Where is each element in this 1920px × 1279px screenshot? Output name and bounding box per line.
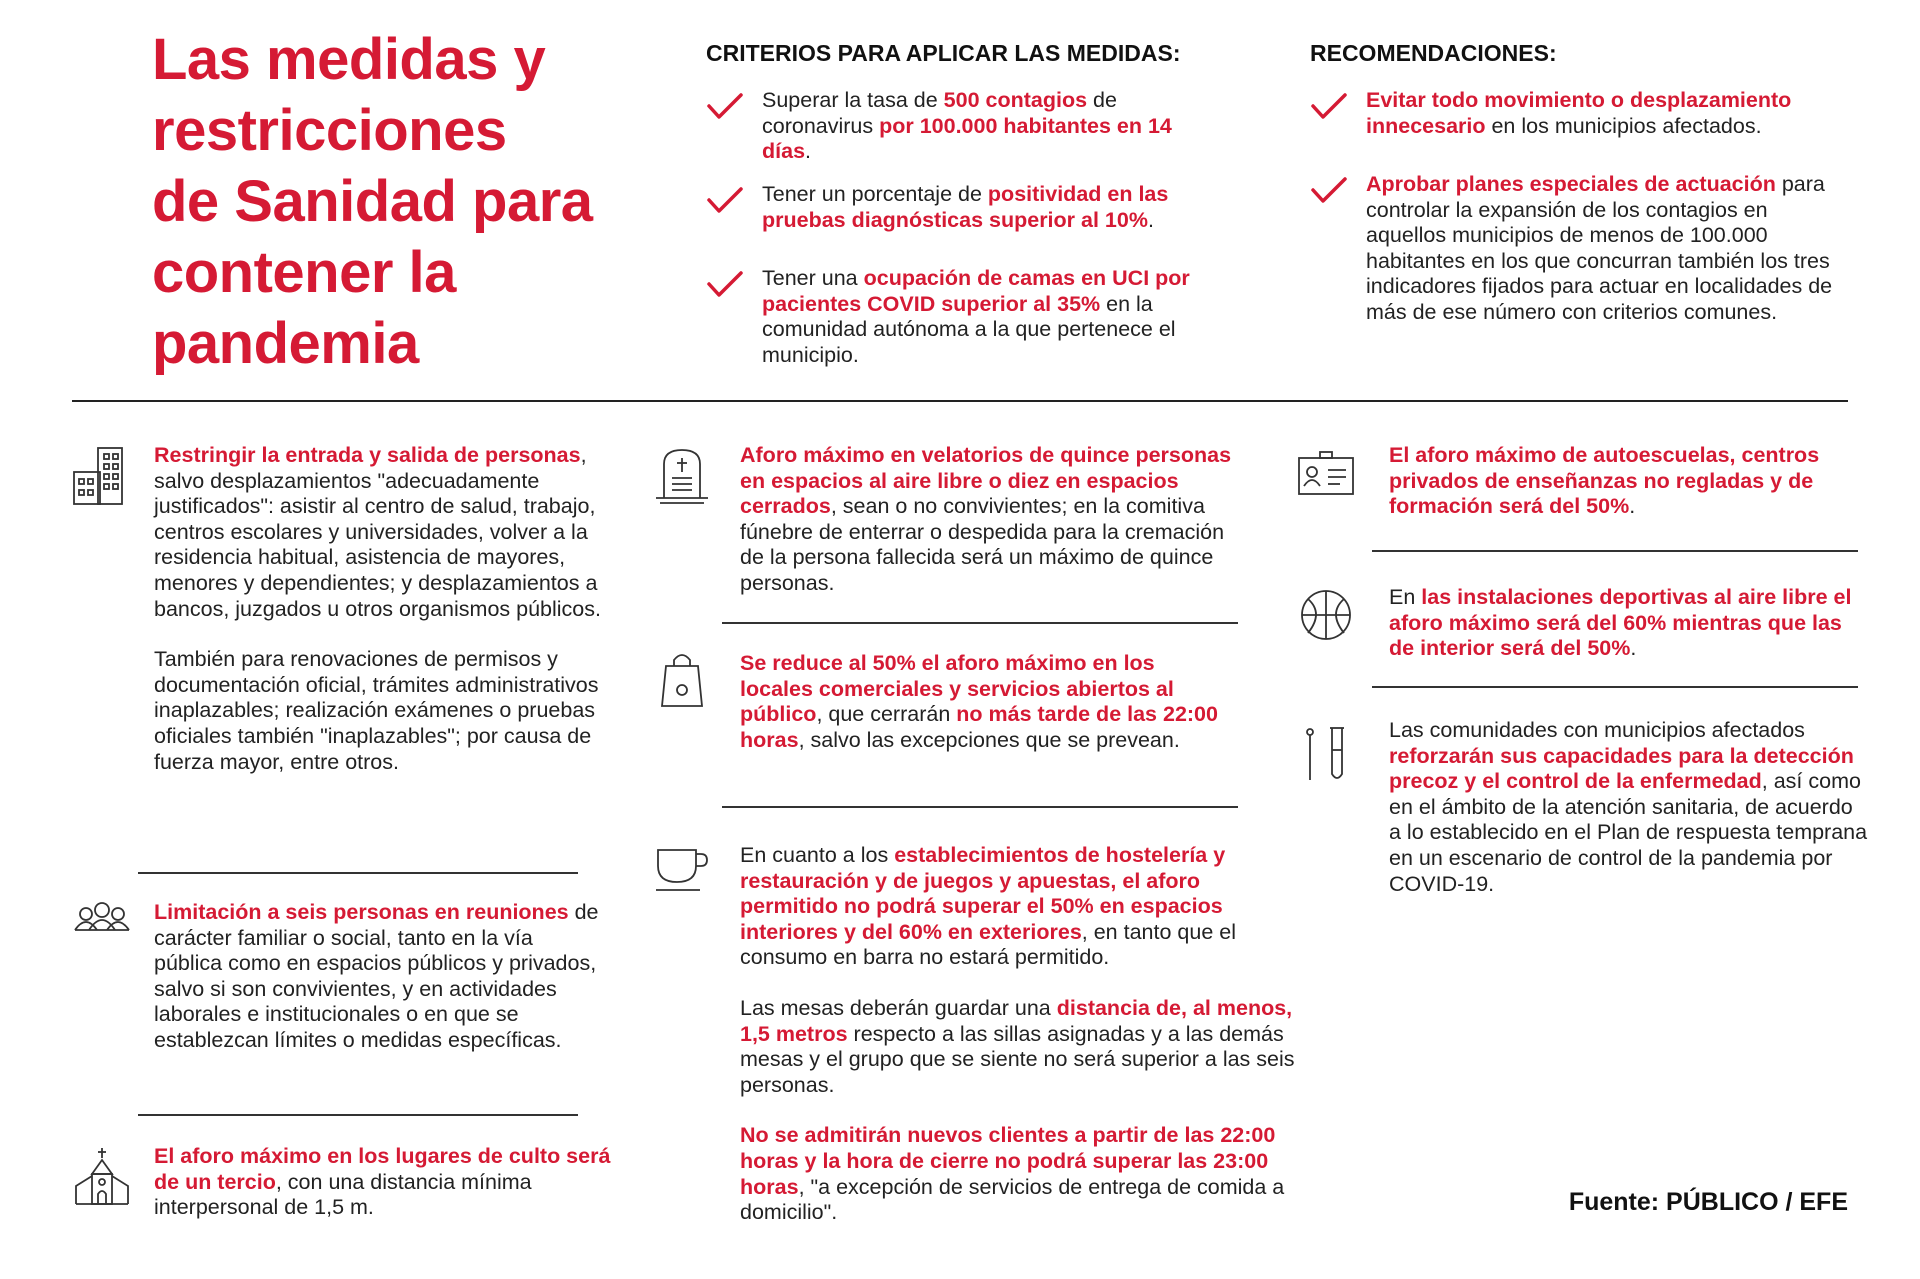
check-icon — [706, 92, 744, 122]
criteria-heading: CRITERIOS PARA APLICAR LAS MEDIDAS: — [706, 40, 1181, 66]
body-text: Tener un porcentaje de — [762, 182, 988, 206]
body-text: Las mesas deberán guardar una — [740, 995, 1057, 1020]
divider — [722, 806, 1238, 808]
id-card-icon — [1296, 446, 1356, 506]
highlight-text: El aforo máximo de autoescuelas, centros privados de enseñanzas no regladas y de formación será del 50% — [1389, 443, 1820, 519]
highlight-text: por 100.000 habitantes en 14 días — [762, 113, 1172, 164]
schools-measure-text — [1389, 443, 1859, 520]
source-credit: Fuente: PÚBLICO / EFE — [1568, 1188, 1848, 1216]
body-text: . — [1147, 207, 1154, 232]
recommendations-heading: RECOMENDACIONES: — [1310, 40, 1557, 66]
paragraph — [740, 996, 1300, 1098]
people-group-icon — [72, 888, 132, 948]
highlight-text: establecimientos de hostelería y restauración y de juegos y apuestas, el aforo permitido no podrá superar el 50% en espacios interiores y del 60% en exteriores — [740, 843, 1226, 944]
highlight-text: Aprobar planes especiales de actuación — [1366, 172, 1776, 196]
body-text: de carácter familiar o social, tanto en la vía pública como en espacios públicos y privados, salvo si son convivientes, y en actividades laborales e institucionales o en que se establezcan límites o medidas específicas. — [154, 900, 599, 1052]
shops-measure-text — [740, 651, 1230, 753]
sports-measure-text — [1389, 585, 1869, 662]
body-text: , "a excepción de servicios de entrega de comida a domicilio". — [740, 1174, 1285, 1225]
paragraph — [740, 843, 1300, 971]
highlight-text: las instalaciones deportivas al aire libre el aforo máximo será del 60% mientras que las de interior será del 50% — [1389, 585, 1852, 661]
paragraph — [1389, 585, 1869, 662]
check-icon — [1310, 92, 1348, 122]
highlight-text: Restringir la entrada y salida de personas — [154, 443, 581, 467]
check-icon — [706, 270, 744, 300]
criteria-text — [762, 182, 1222, 233]
paragraph — [1389, 718, 1869, 897]
body-text: , salvo desplazamientos "adecuadamente justificados": asistir al centro de salud, trabajo, centros escolares y universidades, volver a la residencia habitual, asistencia de mayores, menores y dependientes; y desplazamientos a bancos, juzgados u otros organismos públicos. — [154, 443, 601, 621]
highlight-text: ocupación de camas en UCI por pacientes COVID superior al 35% — [762, 266, 1190, 316]
body-text: . — [1630, 636, 1637, 661]
body-text: . — [805, 139, 812, 164]
check-icon — [706, 186, 744, 216]
highlight-text: positividad en las pruebas diagnósticas superior al 10% — [762, 182, 1169, 232]
paragraph — [154, 647, 624, 775]
highlight-text: No se admitirán nuevos clientes a partir de las 22:00 horas y la hora de cierre no podrá superar las 23:00 horas — [740, 1123, 1276, 1199]
body-text: Tener una — [762, 266, 864, 290]
criteria-text — [762, 88, 1202, 165]
body-text: , que cerrarán — [816, 702, 957, 727]
divider — [1372, 550, 1858, 552]
body-text: , así como en el ámbito de la atención sanitaria, de acuerdo a lo establecido en el Plan de respuesta temprana en un escenario de control de la pandemia por COVID-19. — [1389, 769, 1868, 896]
highlight-text: El aforo máximo en los lugares de culto será de un tercio — [154, 1144, 611, 1194]
body-text: En — [1389, 585, 1422, 609]
funerals-measure-text — [740, 443, 1250, 597]
paragraph — [740, 443, 1250, 597]
check-icon — [1310, 176, 1348, 206]
criteria-text — [762, 266, 1252, 368]
recommendation-text — [1366, 172, 1836, 326]
highlight-text: Se reduce al 50% el aforo máximo en los locales comerciales y servicios abiertos al público — [740, 651, 1174, 727]
coffee-cup-icon — [652, 836, 712, 896]
paragraph — [740, 651, 1230, 753]
mobility-measure-text — [154, 443, 624, 775]
divider — [722, 622, 1238, 624]
paragraph — [740, 1123, 1300, 1225]
paragraph — [154, 900, 604, 1054]
highlight-text: Limitación a seis personas en reuniones — [154, 900, 569, 924]
section-divider — [72, 400, 1848, 402]
body-text: respecto a las sillas asignadas y a las demás mesas y el grupo que se siente no será superior a las seis personas. — [740, 1021, 1295, 1097]
highlight-text: reforzarán sus capacidades para la detección precoz y el control de la enfermedad — [1389, 743, 1854, 794]
paragraph — [154, 443, 624, 622]
body-text: En cuanto a los — [740, 843, 895, 867]
body-text: , con una distancia mínima interpersonal de 1,5 m. — [154, 1169, 532, 1220]
tombstone-icon — [652, 446, 712, 506]
divider — [138, 872, 578, 874]
body-text: , salvo las excepciones que se prevean. — [798, 727, 1180, 752]
highlight-text: 500 contagios — [943, 88, 1088, 112]
highlight-text: Aforo máximo en velatorios de quince personas en espacios al aire libre o diez en espacios cerrados — [740, 443, 1232, 519]
meetings-measure-text — [154, 900, 604, 1054]
body-text: . — [1629, 494, 1636, 519]
body-text: en la comunidad autónoma a la que pertenece el municipio. — [762, 291, 1176, 367]
church-icon — [72, 1146, 132, 1206]
body-text: para controlar la expansión de los contagios en aquellos municipios de menos de 100.000 habitantes en los que concurran también los tres indicadores fijados para actuar en localidades de más de ese número con criterios comunes. — [1366, 172, 1833, 324]
highlight-text: no más tarde de las 22:00 horas — [740, 702, 1218, 752]
body-text: en los municipios afectados. — [1485, 113, 1762, 138]
worship-measure-text — [154, 1144, 614, 1221]
body-text: , en tanto que el consumo en barra no estará permitido. — [740, 919, 1236, 970]
body-text: , sean o no convivientes; en la comitiva fúnebre de enterrar o despedida para la cremación de la persona fallecida será un máximo de quince personas. — [740, 494, 1225, 595]
shopping-bag-icon — [652, 650, 712, 710]
test-tube-icon — [1296, 724, 1356, 784]
basketball-icon — [1296, 585, 1356, 645]
paragraph — [1389, 443, 1859, 520]
body-text: de coronavirus — [762, 88, 1117, 138]
divider — [138, 1114, 578, 1116]
body-text: También para renovaciones de permisos y documentación oficial, trámites administrativos inaplazables; realización exámenes o pruebas oficiales también "inaplazables"; por causa de fuerza mayor, entre otros. — [154, 647, 599, 774]
paragraph — [154, 1144, 614, 1221]
highlight-text: Evitar todo movimiento o desplazamiento innecesario — [1366, 88, 1792, 138]
main-title: Las medidas y restricciones de Sanidad para contener la pandemia — [152, 27, 593, 376]
divider — [1372, 686, 1858, 688]
recommendation-text — [1366, 88, 1836, 139]
health-measure-text — [1389, 718, 1869, 897]
highlight-text: distancia de, al menos, 1,5 metros — [740, 995, 1293, 1046]
body-text: Las comunidades con municipios afectados — [1389, 718, 1805, 742]
buildings-icon — [72, 446, 132, 506]
body-text: Superar la tasa de — [762, 88, 944, 112]
hospitality-measure-text — [740, 843, 1300, 1226]
